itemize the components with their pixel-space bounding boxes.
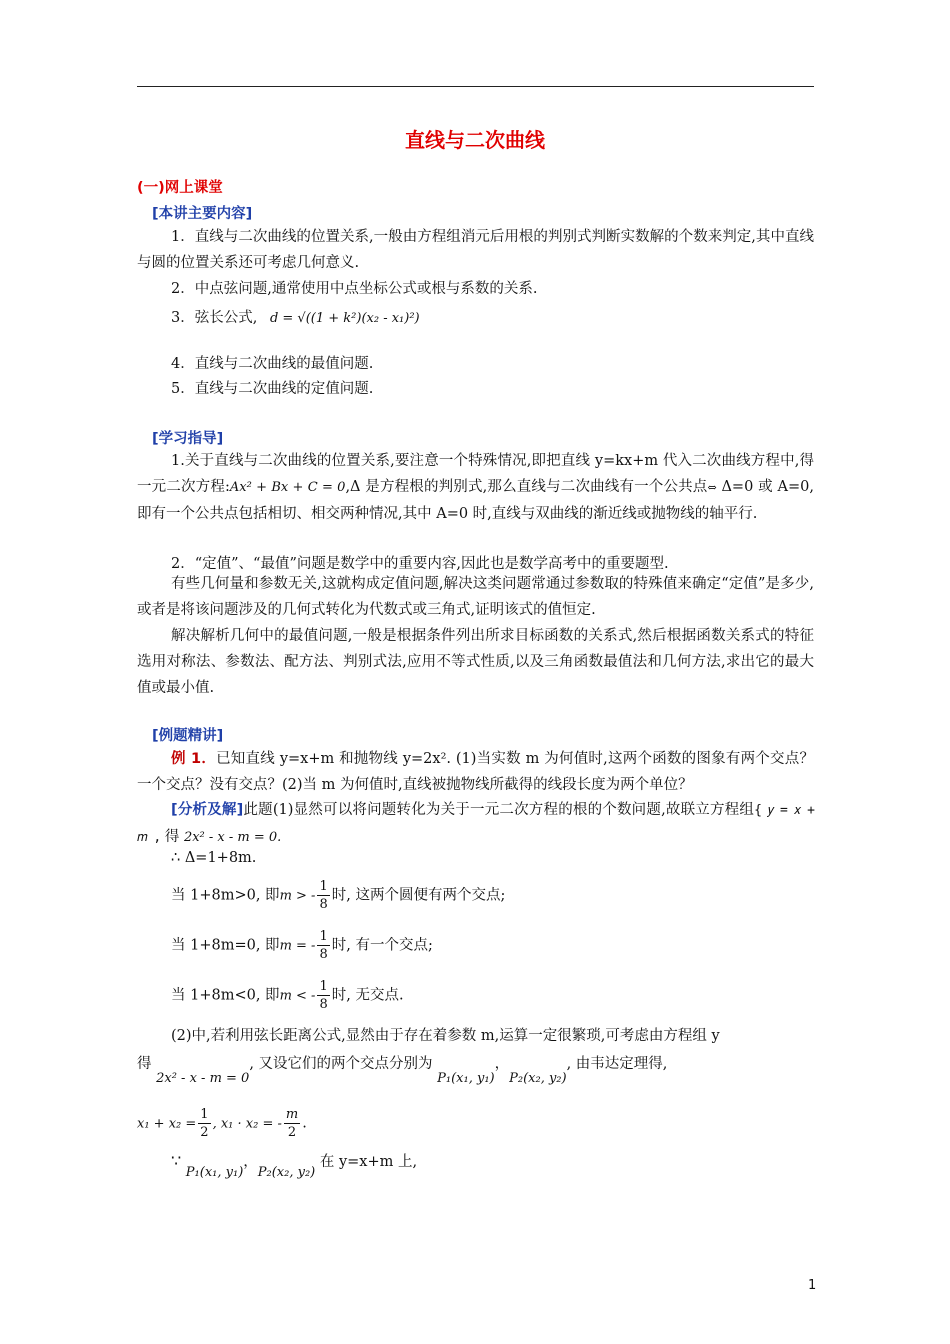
part2-get: 得: [137, 1056, 152, 1072]
analysis-label: [分析及解]: [171, 802, 244, 818]
on-line-text: 在 y=x+m 上,: [319, 1154, 418, 1170]
sum-of-roots: x₁ + x₂ =: [137, 1116, 197, 1132]
page-title: 直线与二次曲线: [405, 128, 545, 152]
fraction-one-half: [198, 1106, 210, 1141]
iff-symbol: ⇔: [707, 481, 717, 494]
subheading-main-content: [本讲主要内容]: [152, 206, 253, 222]
analysis-get: 得: [164, 829, 180, 845]
quadratic-equation: Ax² + Bx + C = 0: [229, 480, 346, 495]
subheading-examples: [例题精讲]: [152, 728, 224, 744]
fraction-denominator: 2: [200, 1125, 209, 1140]
guide-paragraph-4: 解决解析几何中的最值问题,一般是根据条件列出所求目标函数的关系式,然后根据函数关系式的特征选用对称法、参数法、配方法、判别式法,应用不等式性质,以及三角函数最值法和几何方法,求出它的最大值或最小值.: [137, 628, 814, 696]
equation-system-garbled: { 𝑦 = 𝑥 + 𝑚 ,: [137, 803, 814, 845]
guide-p1-text-a: 1.关于直线与二次曲线的位置关系,要注意一个特殊情况,即把直线 y=kx+m 代入二次曲线方程中,得一元二次方程:: [137, 453, 814, 495]
fraction-numerator: m: [285, 1107, 299, 1122]
point-p2: P₂(x₂, y₂): [509, 1071, 567, 1086]
content-item-5: 5．直线与二次曲线的定值问题.: [171, 381, 374, 397]
case3-ineq: m < -: [279, 988, 316, 1004]
guide-p1-text-c: Δ=0 或 A=0,即有一个公共点包括相切、相交两种情况,其中 A=0 时,直线与双曲线的渐近线或抛物线的轴平行.: [137, 479, 814, 522]
point-separator: ，: [243, 1154, 258, 1170]
quadratic-eq-1: 2x² - x - m = 0.: [183, 830, 282, 845]
fraction-numerator: 1: [319, 879, 328, 894]
analysis-text: 此题(1)显然可以将问题转化为关于一元二次方程的根的个数问题,故联立方程组: [243, 802, 755, 818]
case1-ineq: m > -: [279, 888, 316, 904]
point-p1: P₁(x₁, y₁): [185, 1165, 244, 1180]
case2-text-a: 当 1+8m=0, 即: [171, 937, 280, 954]
case1-text-a: 当 1+8m>0, 即: [171, 887, 280, 904]
part2-line-1: (2)中,若利用弦长距离公式,显然由于存在着参数 m,运算一定很繁琐,可考虑由方程组 y: [171, 1028, 720, 1044]
example-1: [137, 746, 814, 798]
header-rule: [137, 86, 814, 87]
subheading-study-guide: [学习指导]: [152, 431, 224, 447]
part2-end-text: , 由韦达定理得,: [566, 1056, 668, 1072]
section-heading: (一)网上课堂: [137, 180, 223, 196]
fraction-denominator: 8: [319, 947, 328, 962]
example-text: 已知直线 y=x+m 和抛物线 y=2x². (1)当实数 m 为何值时,这两个函数的图象有两个交点？一个交点？没有交点？(2)当 m 为何值时,直线被抛物线所截得的线段长度为两个单位？: [137, 751, 814, 793]
point-p1: P₁(x₁, y₁): [437, 1071, 495, 1086]
delta-line: ∴ Δ=1+8m.: [171, 850, 257, 866]
fraction-one-eighth: [317, 878, 329, 913]
case-two-points: [171, 878, 505, 913]
because-line: [171, 1150, 418, 1180]
chord-length-formula: d = √((1 + k²)(x₂ - x₁)²): [269, 311, 420, 326]
case1-text-c: 时, 这两个圆便有两个交点;: [331, 887, 506, 904]
content-item-1: 1．直线与二次曲线的位置关系,一般由方程组消元后用根的判别式判断实数解的个数来判定,其中直线与圆的位置关系还可考虑几何意义.: [137, 229, 814, 271]
fraction-denominator: 2: [287, 1125, 297, 1140]
part2-line-2: [137, 1052, 668, 1086]
part2-mid-text: , 又设它们的两个交点分别为: [249, 1056, 433, 1072]
guide-paragraph-3: 有些几何量和参数无关,这就构成定值问题,解决这类问题常通过参数取的特殊值来确定“定值”是多少,或者是将该问题涉及的几何式转化为代数式或三角式,证明该式的值恒定.: [137, 576, 814, 618]
page-number: 1: [808, 1278, 817, 1293]
fraction-denominator: 8: [319, 897, 328, 912]
vieta-line: x₁ + x₂ = $\frac{1}{2}$ , x₁ · x₂ = - $\frac{m}{2}$ .: [137, 1107, 307, 1140]
case-no-point: [171, 978, 404, 1013]
fraction-one-eighth: [317, 978, 329, 1013]
analysis-paragraph: [137, 797, 814, 851]
because-symbol: ∵: [171, 1151, 182, 1170]
product-of-roots: , x₁ · x₂ = -: [212, 1116, 282, 1132]
guide-p1-text-b: ,Δ 是方程根的判别式,那么直线与二次曲线有一个公共点: [345, 479, 708, 495]
case2-text-c: 时, 有一个交点;: [331, 937, 433, 954]
fraction-numerator: 1: [319, 979, 328, 994]
content-item-3: [171, 306, 420, 327]
case3-text-a: 当 1+8m<0, 即: [171, 987, 280, 1004]
quadratic-eq-2: 2x² - x - m = 0: [156, 1071, 250, 1086]
fraction-one-eighth: [317, 928, 329, 963]
case-one-point: [171, 928, 433, 963]
fraction-denominator: 8: [319, 997, 328, 1012]
point-separator: ，: [494, 1056, 510, 1072]
fraction-numerator: 1: [200, 1107, 209, 1122]
guide-paragraph-1: [137, 448, 814, 527]
point-p2: P₂(x₂, y₂): [257, 1165, 316, 1180]
example-label: 例 1．: [171, 751, 217, 767]
guide-paragraph-2: 2．“定值”、“最值”问题是数学中的重要内容,因此也是数学高考中的重要题型.: [171, 556, 669, 572]
content-item-4: 4．直线与二次曲线的最值问题.: [171, 356, 374, 372]
case3-text-c: 时, 无交点.: [331, 987, 404, 1004]
content-item-3-label: 3．弦长公式,: [171, 310, 258, 326]
case2-eq: m = -: [279, 938, 316, 954]
fraction-numerator: 1: [319, 929, 328, 944]
content-item-2: 2．中点弦问题,通常使用中点坐标公式或根与系数的关系.: [171, 281, 538, 297]
fraction-m-half: [284, 1106, 300, 1141]
